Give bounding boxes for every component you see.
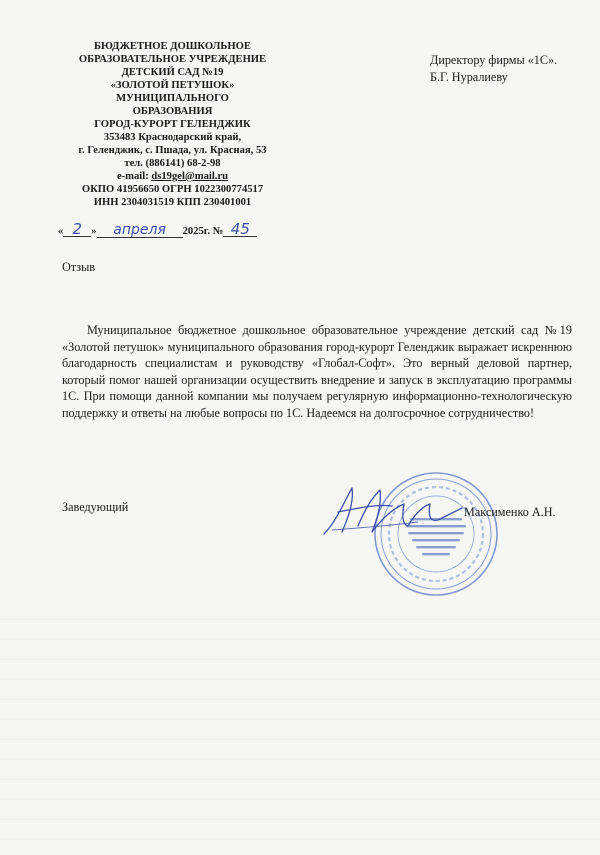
addressee-line: Директору фирмы «1С».: [430, 53, 558, 67]
letterhead-line: МУНИЦИПАЛЬНОГО: [116, 93, 229, 104]
letterhead-line: БЮДЖЕТНОЕ ДОШКОЛЬНОЕ: [94, 41, 251, 52]
outgoing-date-number: [58, 222, 298, 238]
letter-body: Муниципальное бюджетное дошкольное образовательное учреждение детский сад №19 «Золотой петушок» муниципального образования город-курорт Геленджик выражает искреннюю благодарность специалистам и руководству «Глобал-Софт». Это верный деловой партнер, который помог нашей организации осуществить внедрение и запуск в эксплуатацию программы 1С. При помощи данной компании мы получаем регулярную информационно-технологическую поддержку и ответы на любые вопросы по 1С. Надеемся на долгосрочное сотрудничество!: [62, 323, 572, 420]
letterhead-line: ДЕТСКИЙ САД №19: [121, 67, 224, 78]
letterhead-address: г. Геленджик, с. Пшада, ул. Красная, 53: [78, 145, 267, 156]
email-label: e-mail:: [116, 171, 152, 182]
outgoing-number-handwritten: 45: [223, 222, 257, 237]
document-type: Отзыв: [62, 260, 96, 274]
email-link[interactable]: ds19gel@mail.ru: [151, 171, 229, 182]
addressee-line: Б.Г. Нуралиеву: [430, 70, 508, 84]
letterhead-phone: тел. (886141) 68-2-98: [124, 158, 221, 169]
letterhead-address: 353483 Краснодарский край,: [103, 132, 242, 143]
paper-texture: [0, 600, 600, 855]
date-close-quote: »: [91, 226, 97, 237]
addressee-block: [430, 52, 590, 86]
signer-name: Максименко А.Н.: [464, 505, 556, 519]
date-day-handwritten: 2: [63, 222, 91, 237]
letterhead-line: ГОРОД-КУРОРТ ГЕЛЕНДЖИК: [94, 119, 251, 130]
date-month-handwritten: апреля: [97, 223, 183, 238]
letterhead-line: ОБРАЗОВАТЕЛЬНОЕ УЧРЕЖДЕНИЕ: [78, 54, 267, 65]
letterhead-okpo-ogrn: ОКПО 41956650 ОГРН 1022300774517: [81, 184, 264, 195]
handwritten-signature-icon: [318, 482, 468, 540]
signer-position: Заведующий: [62, 500, 129, 514]
date-open-quote: «: [58, 226, 64, 237]
letterhead-line: «ЗОЛОТОЙ ПЕТУШОК»: [110, 80, 235, 91]
letterhead-line: ОБРАЗОВАНИЯ: [132, 106, 213, 117]
letterhead-inn-kpp: ИНН 2304031519 КПП 230401001: [93, 197, 252, 208]
date-year-suffix: 2025г. №: [182, 226, 224, 237]
sender-letterhead: [50, 40, 295, 209]
letterhead-email: [50, 170, 295, 183]
